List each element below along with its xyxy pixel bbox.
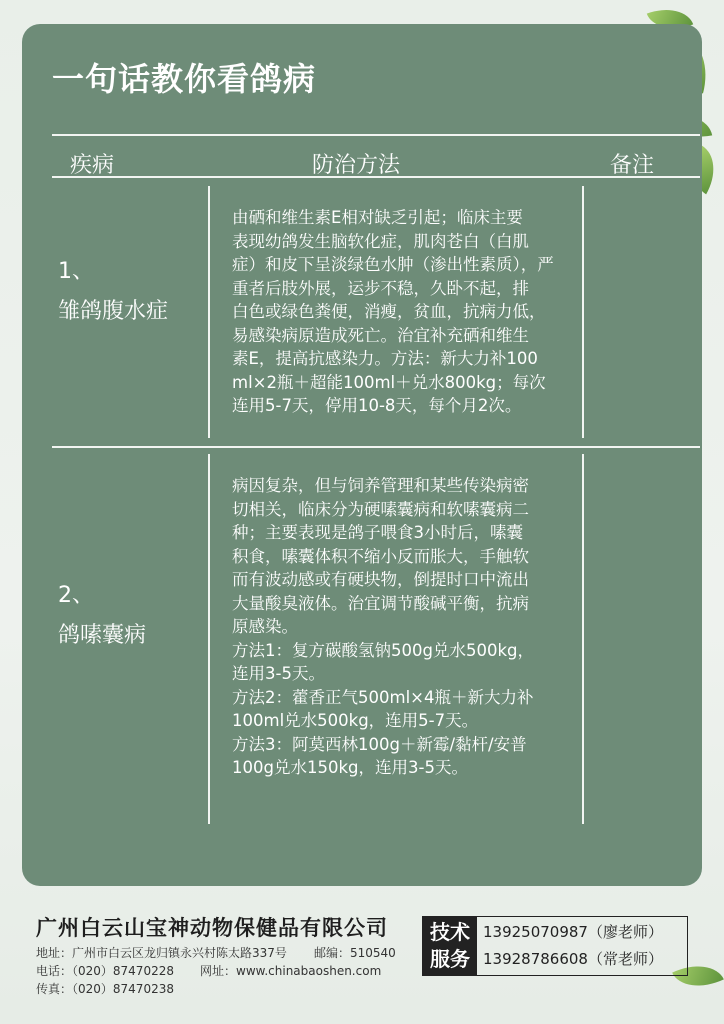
column-divider (208, 186, 210, 438)
company-postcode: 邮编：510540 (314, 946, 396, 960)
column-divider (208, 454, 210, 824)
content-card (22, 24, 702, 886)
contact-phone-2[interactable]: 13928786608（常老师） (483, 950, 663, 968)
table-row-divider (52, 446, 700, 448)
row-number: 2、 (58, 583, 94, 608)
tech-service-label (423, 917, 477, 975)
company-name: 广州白云山宝神动物保健品有限公司 (36, 916, 388, 940)
contact-phone-1[interactable]: 13925070987（廖老师） (483, 923, 663, 941)
table-top-rule (52, 134, 700, 136)
contact-lines (477, 917, 687, 975)
company-website[interactable]: 网址：www.chinabaoshen.com (200, 964, 382, 978)
header-note: 备注 (610, 153, 655, 178)
treatment-method: 病因复杂，但与饲养管理和某些传染病密 切相关，临床分为硬嗉囊病和软嗉囊病二 种；主要表现是鸽子喂食3小时后，嗉囊 积食，嗉囊体积不缩小反而胀大，手触软 而有波动感或有硬块物，倒提时口中流出 大量酸臭液体。治宜调节酸碱平衡，抗病 原感染。 方法1：复方碳酸氢钠500g兑水500kg， 连用3-5天。 方法2：藿香正气500ml×4瓶＋新大力补 100ml兑水500kg，连用5-7天。 方法3：阿莫西林100g＋新霉/黏杆/安普 100g兑水150kg，连用3-5天。 (232, 476, 534, 777)
column-divider (582, 454, 584, 824)
header-disease: 疾病 (70, 153, 115, 178)
column-divider (582, 186, 584, 438)
company-phone: 电话：（020）87470228 (36, 964, 174, 978)
treatment-method: 由硒和维生素E相对缺乏引起；临床主要 表现幼鸽发生脑软化症，肌肉苍白（白肌 症）和皮下呈淡绿色水肿（渗出性素质），严 重者后肢外展，运步不稳，久卧不起，排 白色或绿色粪便，消瘦，贫血，抗病力低， 易感染病原造成死亡。治宜补充硒和维生 素E，提高抗感染力。方法：新大力补100 ml×2瓶＋超能100ml＋兑水800kg；每次 连用5-7天，停用10-8天，每个月2次。 (232, 208, 554, 415)
footer (0, 900, 724, 1024)
page-title: 一句话教你看鸽病 (52, 60, 317, 98)
header-method: 防治方法 (312, 153, 401, 178)
company-fax: 传真：（020）87470238 (36, 982, 174, 996)
tech-label: 技术 (430, 920, 470, 944)
tech-service-box (422, 916, 688, 976)
row-number: 1、 (58, 259, 94, 284)
service-label: 服务 (430, 947, 470, 971)
disease-name: 雏鸽腹水症 (58, 299, 169, 324)
disease-name: 鸽嗉囊病 (58, 623, 147, 648)
company-address: 地址：广州市白云区龙归镇永兴村陈太路337号 (36, 946, 287, 960)
